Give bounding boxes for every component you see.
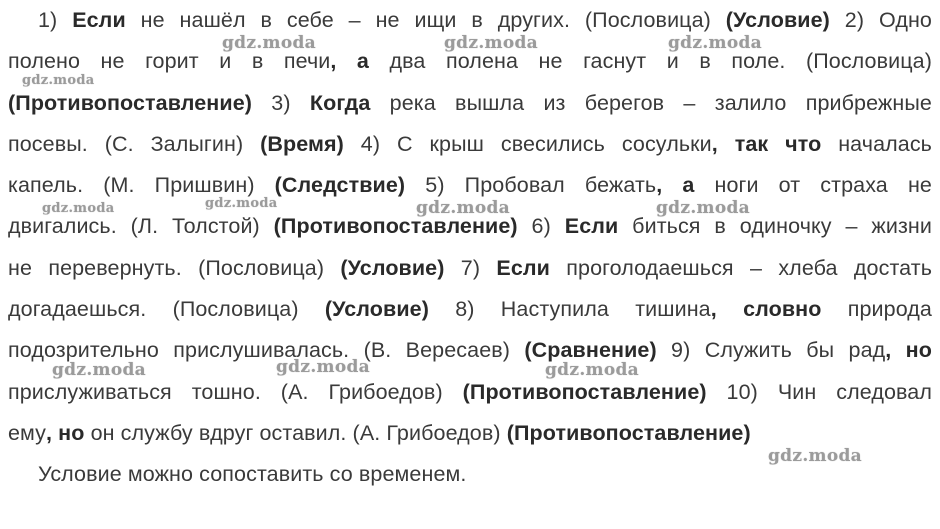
- bold-segment: (Время): [260, 131, 344, 156]
- bold-segment: , но: [46, 420, 85, 445]
- text-segment: 1): [38, 8, 73, 32]
- watermark: gdz.moda: [205, 196, 278, 211]
- bold-segment: (Следствие): [274, 173, 406, 198]
- text-segment: биться в одиночку – жизни: [618, 214, 932, 239]
- watermark: gdz.moda: [545, 360, 639, 380]
- text-segment: 2) Одно: [829, 8, 932, 32]
- bold-segment: , но: [885, 338, 933, 363]
- bold-segment: (Противопоставление): [8, 90, 253, 115]
- bold-segment: (Противопоставление): [273, 214, 518, 239]
- bold-segment: , так что: [711, 131, 822, 156]
- bold-segment: (Сравнение): [524, 338, 657, 363]
- text-line: [8, 372, 932, 413]
- watermark: gdz.moda: [416, 198, 510, 218]
- text-segment: 4) С крыш свесились сосульки: [343, 131, 712, 156]
- bold-segment: (Условие): [725, 8, 830, 32]
- bold-segment: (Противопоставление): [506, 420, 751, 445]
- text-segment: 8) Наступила тишина: [428, 297, 711, 322]
- bold-segment: (Условие): [340, 255, 445, 280]
- bold-segment: (Условие): [324, 297, 429, 322]
- text-segment: не нашёл в себе – не ищи в других. (Пословица): [125, 8, 726, 32]
- text-segment: река вышла из берегов – залило прибрежные: [370, 90, 932, 115]
- watermark: gdz.moda: [276, 357, 370, 377]
- text-segment: два полена не гаснут и в поле. (Пословица): [369, 49, 932, 74]
- text-segment: капель. (М. Пришвин): [8, 173, 275, 198]
- text-segment: проголодаешься – хлеба достать: [550, 255, 932, 280]
- note-text: Условие можно сопоставить со временем.: [38, 462, 467, 487]
- watermark: gdz.moda: [768, 446, 862, 466]
- text-segment: догадаешься. (Пословица): [8, 297, 325, 322]
- text-line: [8, 83, 932, 124]
- text-segment: 6): [517, 214, 565, 239]
- text-segment: 5) Пробовал бежать: [405, 173, 657, 198]
- text-segment: подозрительно прислушивалась. (В. Вересаев): [8, 338, 525, 363]
- text-line: [8, 289, 932, 330]
- text-segment: природа: [821, 297, 932, 322]
- text-segment: 3): [252, 90, 310, 115]
- text-segment: 9) Служить бы рад: [656, 338, 886, 363]
- text-segment: началась: [821, 131, 932, 156]
- bold-segment: , а: [656, 173, 695, 198]
- watermark: gdz.moda: [656, 198, 750, 218]
- text-line: [8, 248, 932, 289]
- text-line: [8, 330, 932, 371]
- watermark: gdz.moda: [42, 201, 115, 216]
- watermark: gdz.moda: [222, 33, 316, 53]
- text-segment: ему: [8, 420, 47, 445]
- text-segment: ноги от страха не: [694, 173, 932, 198]
- watermark: gdz.moda: [22, 73, 95, 88]
- bold-segment: Если: [496, 255, 550, 280]
- bold-segment: , а: [330, 49, 369, 74]
- text-segment: посевы. (С. Залыгин): [8, 131, 261, 156]
- text-segment: прислуживаться тошно. (А. Грибоедов): [8, 379, 463, 404]
- watermark: gdz.moda: [668, 33, 762, 53]
- bold-segment: Если: [72, 8, 126, 32]
- text-segment: 7): [444, 255, 497, 280]
- bold-segment: , словно: [710, 297, 822, 322]
- text-segment: двигались. (Л. Толстой): [8, 214, 274, 239]
- text-line: [8, 124, 932, 165]
- text-segment: он службу вдруг оставил. (А. Грибоедов): [84, 420, 507, 445]
- bold-segment: Если: [564, 214, 619, 239]
- bold-segment: (Противопоставление): [462, 379, 707, 404]
- text-segment: полено не горит и в печи: [8, 49, 331, 74]
- answer-text: [8, 0, 932, 496]
- bold-segment: Когда: [309, 90, 371, 115]
- watermark: gdz.moda: [444, 33, 538, 53]
- text-segment: 10) Чин следовал: [706, 379, 932, 404]
- watermark: gdz.moda: [52, 360, 146, 380]
- text-segment: не перевернуть. (Пословица): [8, 255, 341, 280]
